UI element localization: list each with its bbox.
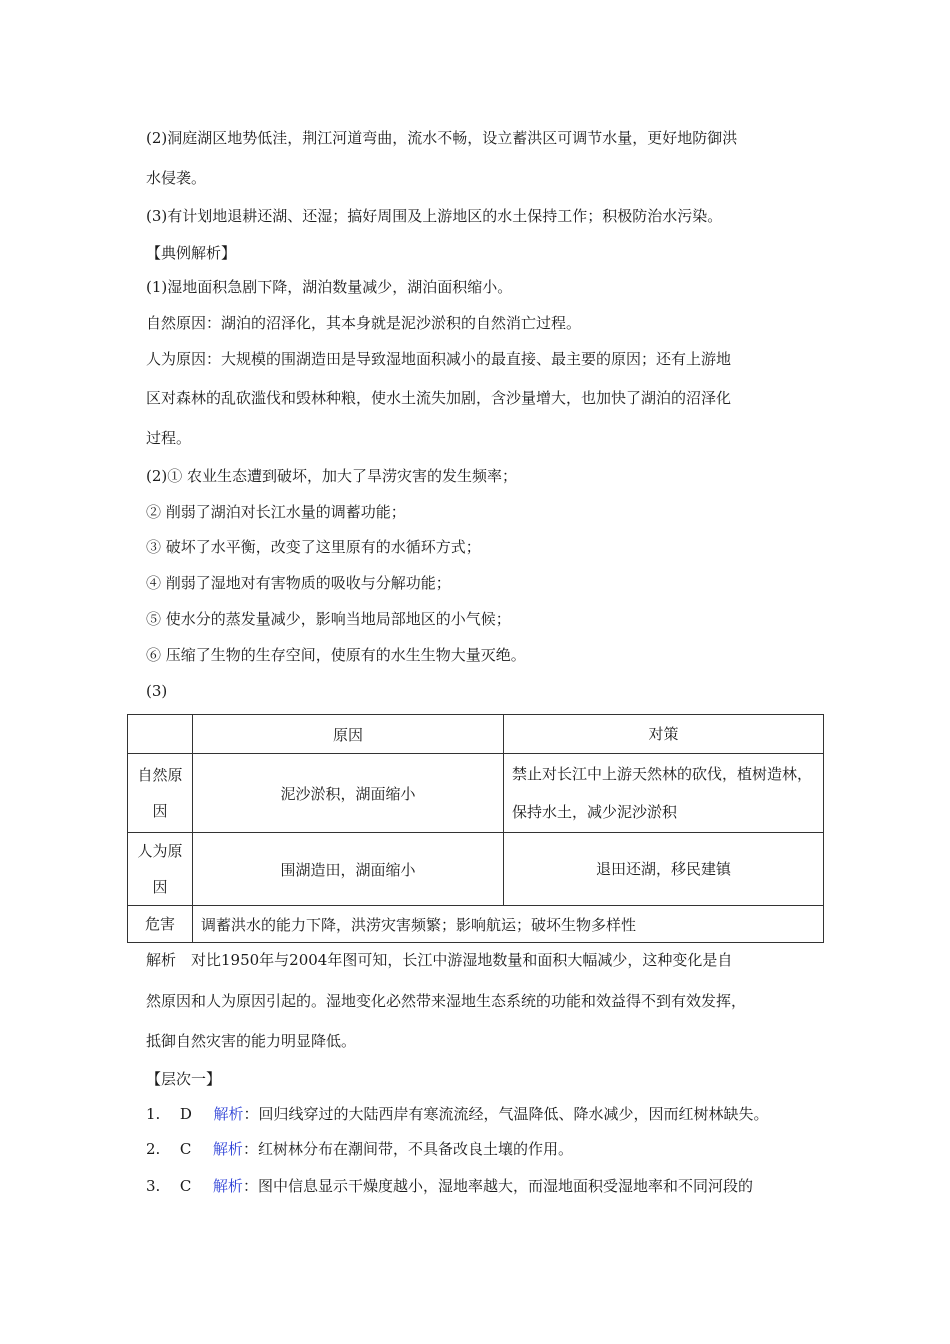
cause-measure-table xyxy=(127,714,824,943)
paragraph-line: (1)湿地面积急剧下降，湖泊数量减少，湖泊面积缩小。 xyxy=(146,278,513,296)
paragraph-line: 水侵袭。 xyxy=(146,169,207,187)
answer-item xyxy=(146,1139,573,1159)
measure-cell: 禁止对长江中上游天然林的砍伐，植树造林，保持水土，减少泥沙淤积 xyxy=(504,754,824,833)
list-item: ⑥ 压缩了生物的生存空间，使原有的水生生物大量灭绝。 xyxy=(146,646,526,664)
paragraph-line: (2)洞庭湖区地势低洼，荆江河道弯曲，流水不畅，设立蓄洪区可调节水量，更好地防御洪 xyxy=(146,129,738,147)
table-header-cell: 原因 xyxy=(193,715,504,754)
cause-cell: 围湖造田，湖面缩小 xyxy=(193,833,504,906)
table-header-row xyxy=(128,715,824,754)
harm-cell: 调蓄洪水的能力下降，洪涝灾害频繁；影响航运；破坏生物多样性 xyxy=(193,906,824,943)
answer-choice: C xyxy=(179,1140,192,1158)
measure-cell: 退田还湖，移民建镇 xyxy=(504,833,824,906)
row-label: 危害 xyxy=(128,906,193,943)
table-header-cell xyxy=(128,715,193,754)
list-item: ③ 破坏了水平衡，改变了这里原有的水循环方式； xyxy=(146,538,481,556)
analysis-label: 解析 xyxy=(213,1105,244,1123)
row-label: 人为原因 xyxy=(128,833,193,906)
section-heading: 【典例解析】 xyxy=(146,244,237,262)
section-heading: 【层次一】 xyxy=(146,1070,222,1088)
analysis-line: 抵御自然灾害的能力明显降低。 xyxy=(146,1032,357,1050)
analysis-label: 解析 xyxy=(212,1177,243,1195)
list-item: ② 削弱了湖泊对长江水量的调蓄功能； xyxy=(146,503,406,521)
answer-text: ：红树林分布在潮间带，不具备改良土壤的作用。 xyxy=(242,1140,573,1158)
paragraph-line: (3) xyxy=(146,682,168,700)
answer-choice: D xyxy=(179,1105,192,1123)
table-row xyxy=(128,906,824,943)
analysis-label: 解析 xyxy=(212,1140,243,1158)
list-item: (2)① 农业生态遭到破坏，加大了旱涝灾害的发生频率； xyxy=(146,467,518,485)
answer-text: ：回归线穿过的大陆西岸有寒流流经，气温降低、降水减少，因而红树林缺失。 xyxy=(243,1105,769,1123)
answer-item xyxy=(146,1104,769,1124)
answer-choice: C xyxy=(179,1177,192,1195)
answer-text: ：图中信息显示干燥度越小，湿地率越大，而湿地面积受湿地率和不同河段的 xyxy=(242,1177,753,1195)
answer-number: 2. xyxy=(146,1140,161,1158)
list-item: ④ 削弱了湿地对有害物质的吸收与分解功能； xyxy=(146,574,451,592)
cause-cell: 泥沙淤积，湖面缩小 xyxy=(193,754,504,833)
analysis-line: 然原因和人为原因引起的。湿地变化必然带来湿地生态系统的功能和效益得不到有效发挥， xyxy=(146,992,747,1010)
paragraph-line: 人为原因：大规模的围湖造田是导致湿地面积减小的最直接、最主要的原因；还有上游地 xyxy=(146,350,732,368)
paragraph-line: (3)有计划地退耕还湖、还湿；搞好周围及上游地区的水土保持工作；积极防治水污染。 xyxy=(146,207,723,225)
list-item: ⑤ 使水分的蒸发量减少，影响当地局部地区的小气候； xyxy=(146,610,511,628)
table-row xyxy=(128,754,824,833)
answer-item xyxy=(146,1176,753,1196)
answer-number: 3. xyxy=(146,1177,161,1195)
paragraph-line: 自然原因：湖泊的沼泽化，其本身就是泥沙淤积的自然消亡过程。 xyxy=(146,314,582,332)
analysis-line: 解析 对比1950年与2004年图可知，长江中游湿地数量和面积大幅减少，这种变化是自 xyxy=(146,951,733,969)
answer-number: 1. xyxy=(146,1105,161,1123)
row-label: 自然原因 xyxy=(128,754,193,833)
paragraph-line: 区对森林的乱砍滥伐和毁林种粮，使水土流失加剧，含沙量增大，也加快了湖泊的沼泽化 xyxy=(146,389,732,407)
table-row xyxy=(128,833,824,906)
paragraph-line: 过程。 xyxy=(146,429,192,447)
table-header-cell: 对策 xyxy=(504,715,824,754)
